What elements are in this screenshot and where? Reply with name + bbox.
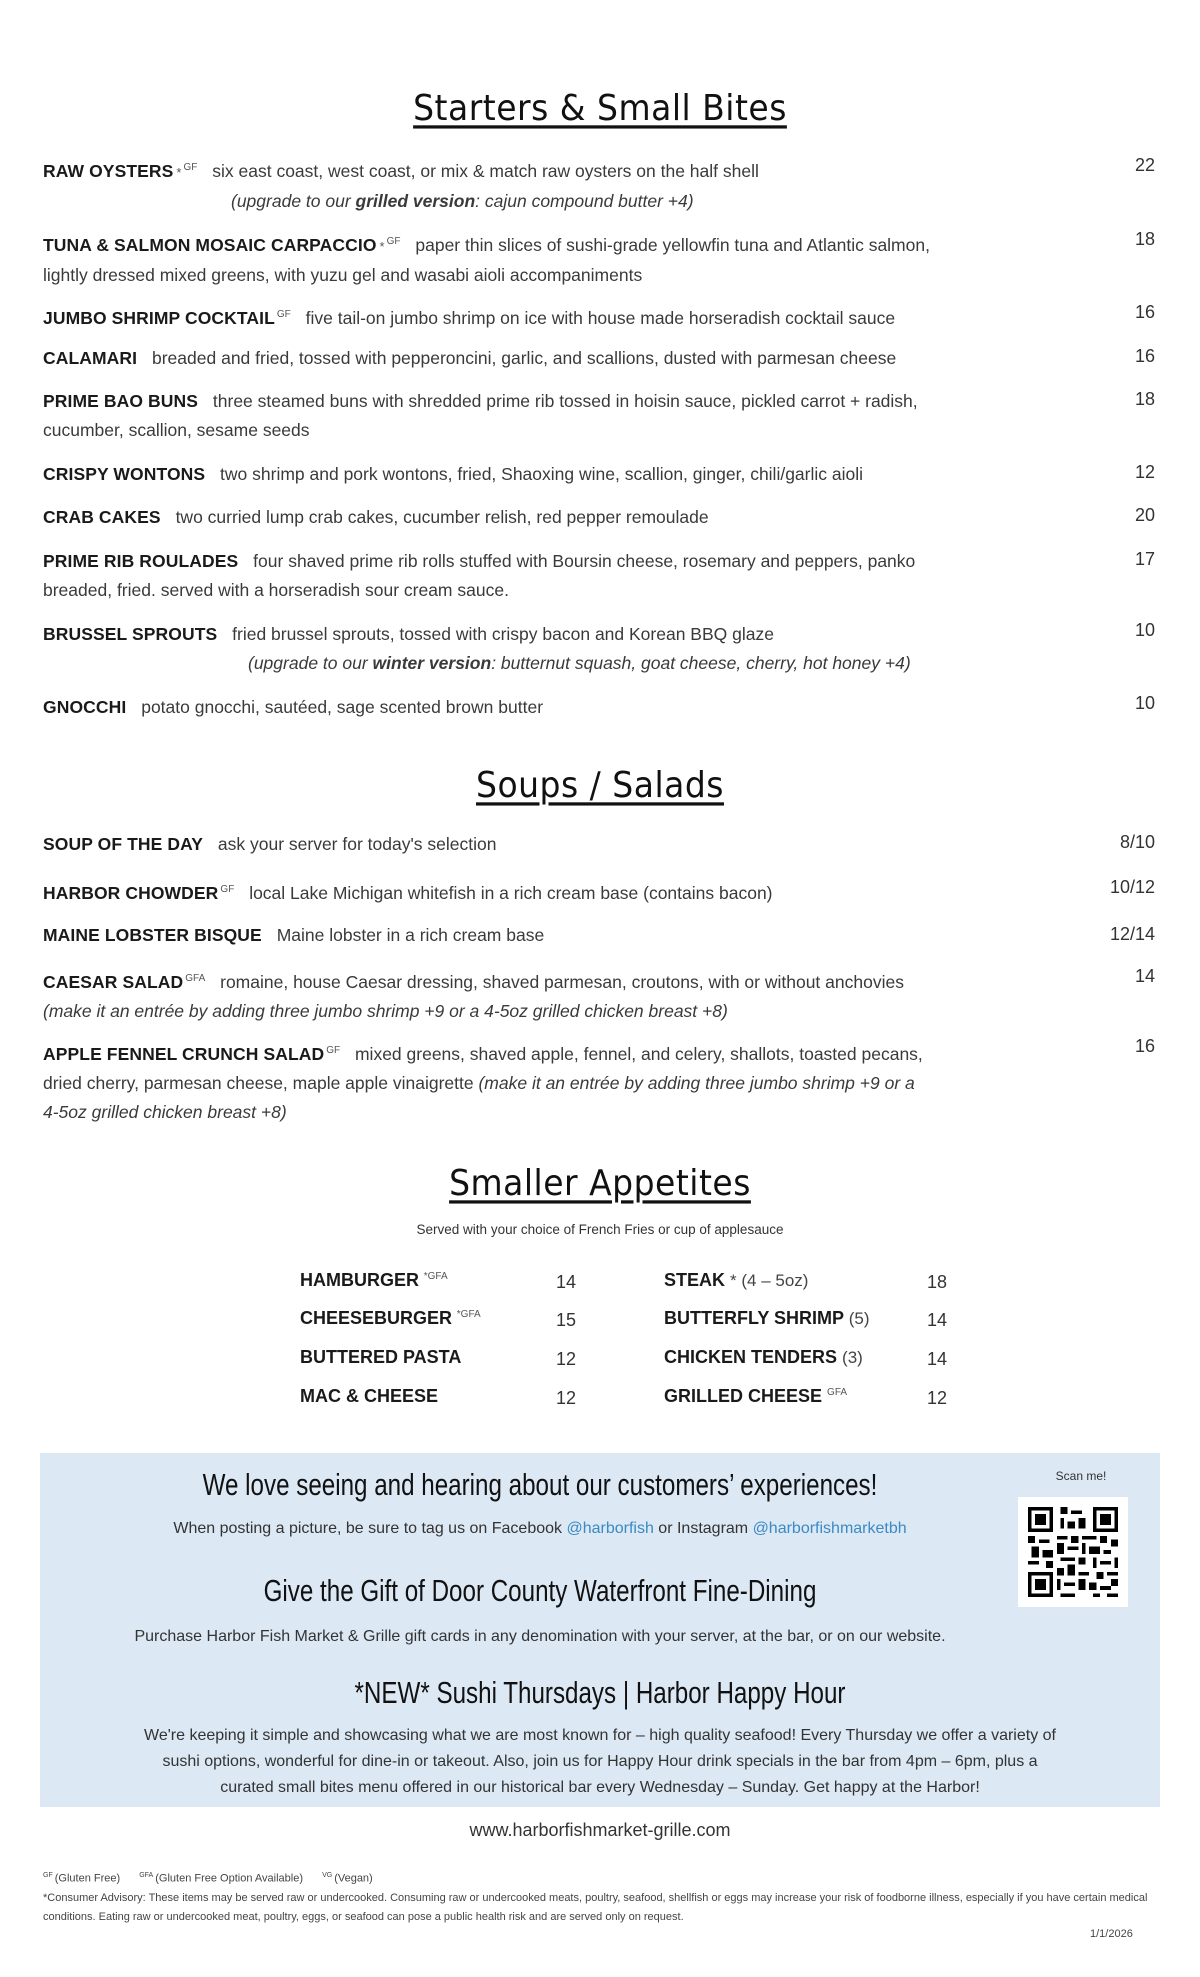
menu-item-harbor-chowder: HARBOR CHOWDER $^{GF}$ local Lake Michigan whitefish in a rich cream base (contains bacon) — [43, 882, 773, 903]
price: 16 — [1134, 302, 1155, 322]
kids-subtitle: Served with your choice of French Fries or cup of applesauce — [416, 1222, 784, 1237]
price: 10 — [1134, 693, 1155, 713]
price: 12 — [1134, 462, 1155, 482]
kids-item: MAC & CHEESE — [300, 1386, 439, 1406]
kids-item: CHICKEN TENDERS (3) — [664, 1347, 863, 1367]
price: 10/12 — [1109, 877, 1155, 897]
menu-item-shrimp-cocktail: JUMBO SHRIMP COCKTAIL $^{GF}$ five tail-on jumbo shrimp on ice with house made horseradish cocktail sauce — [43, 307, 896, 328]
menu-item-crispy-wontons: CRISPY WONTONS two shrimp and pork wontons, fried, Shaoxing wine, scallion, ginger, chili/garlic aioli — [43, 464, 864, 484]
consumer-advisory: *Consumer Advisory: These items may be served raw or undercooked. Consuming raw or undercooked meats, poultry, seafood, shellfish or eggs may increase your risk of foodborne illness, especially if you have certain medical conditions. Eating raw or undercooked meat, poultry, eggs, or seafood can pose a public health risk and are served only on request. — [43, 1892, 1148, 1923]
menu-item-caesar-salad: CAESAR SALAD $^{GFA}$ romaine, house Caesar dressing, shaved parmesan, croutons, with or without anchovies (make it an entrée by adding three jumbo shrimp +9 or a 4-5oz grilled chicken breast +8) — [43, 971, 904, 1021]
menu-item-raw-oysters: RAW OYSTERS * $^{GF}$ six east coast, west coast, or mix & match raw oysters on the half shell (upgrade to our grilled version: cajun compound butter +4) — [43, 160, 759, 211]
price: 8/10 — [1119, 832, 1155, 852]
sushi-text: We're keeping it simple and showcasing what we are most known for – high quality seafood! Every Thursday we offer a variety of sushi options, wonderful for dine-in or takeout. Also, join us for Happy Hour drink specials in the bar from 4pm – 6pm, plus a curated small bites menu offered in our historical bar every Wednesday – Sunday. Get happy at the Harbor! — [144, 1727, 1056, 1796]
price: 14 — [927, 1349, 948, 1369]
menu-item-carpaccio: TUNA & SALMON MOSAIC CARPACCIO * $^{GF}$ paper thin slices of sushi-grade yellowfin tuna and Atlantic salmon, lightly dressed mixed greens, with yuzu gel and wasabi aioli accompaniments — [43, 234, 930, 285]
kids-item: GRILLED CHEESE $^{GFA}$ — [664, 1386, 848, 1406]
kids-item: BUTTERFLY SHRIMP (5) — [664, 1308, 870, 1328]
price: 18 — [927, 1272, 948, 1292]
menu-item-calamari: CALAMARI breaded and fried, tossed with pepperoncini, garlic, and scallions, dusted with parmesan cheese — [43, 348, 897, 368]
price: 14 — [1134, 966, 1155, 986]
menu-item-soup-of-the-day: SOUP OF THE DAY ask your server for today's selection — [43, 834, 497, 854]
menu-item-gnocchi: GNOCCHI potato gnocchi, sautéed, sage scented brown butter — [43, 697, 544, 717]
kids-item: BUTTERED PASTA — [300, 1347, 462, 1367]
price: 16 — [1134, 346, 1155, 366]
facebook-link[interactable]: @harborfish — [566, 1520, 654, 1537]
price: 14 — [556, 1272, 577, 1292]
dietary-legend: $^{GF}$ (Gluten Free) $^{GFA}$ (Gluten Free Option Available) $^{VG}$ (Vegan) — [43, 1872, 373, 1885]
price: 18 — [1134, 229, 1155, 249]
menu-date: 1/1/2026 — [1090, 1928, 1133, 1940]
qr-code-icon[interactable] — [1018, 1497, 1128, 1607]
menu-item-crab-cakes: CRAB CAKES two curried lump crab cakes, cucumber relish, red pepper remoulade — [43, 507, 709, 527]
scan-label: Scan me! — [1055, 1469, 1107, 1483]
price: 12/14 — [1109, 924, 1155, 944]
kids-item: HAMBURGER $^{*GFA}$ — [300, 1270, 448, 1290]
menu-item-bao-buns: PRIME BAO BUNS three steamed buns with shredded prime rib tossed in hoisin sauce, pickled carrot + radish, cucumber, scallion, sesame seeds — [43, 391, 918, 440]
instagram-link[interactable]: @harborfishmarketbh — [752, 1520, 907, 1537]
price: 12 — [556, 1349, 577, 1369]
price: 12 — [556, 1388, 577, 1408]
soups-heading: Soups / Salads — [476, 763, 724, 806]
price: 16 — [1134, 1036, 1155, 1056]
price: 10 — [1134, 620, 1155, 640]
kids-item: CHEESEBURGER $^{*GFA}$ — [300, 1308, 481, 1328]
price: 12 — [927, 1388, 948, 1408]
starters-heading: Starters & Small Bites — [413, 86, 787, 129]
menu-item-prime-rib-roulades: PRIME RIB ROULADES four shaved prime rib rolls stuffed with Boursin cheese, rosemary and peppers, panko breaded, fried. served with a horseradish sour cream sauce. — [43, 551, 916, 600]
gift-text: Purchase Harbor Fish Market & Grille gift cards in any denomination with your server, at the bar, or on our website. — [134, 1628, 946, 1645]
social-heading: We love seeing and hearing about our customers’ experiences! — [202, 1467, 878, 1502]
social-text: When posting a picture, be sure to tag us on Facebook @harborfish or Instagram @harborfishmarketbh — [173, 1520, 907, 1537]
menu-item-lobster-bisque: MAINE LOBSTER BISQUE Maine lobster in a rich cream base — [43, 925, 545, 945]
price: 17 — [1134, 549, 1155, 569]
sushi-heading: *NEW* Sushi Thursdays | Harbor Happy Hour — [354, 1675, 846, 1710]
menu-item-apple-fennel-salad: APPLE FENNEL CRUNCH SALAD $^{GF}$ mixed greens, shaved apple, fennel, and celery, shallots, toasted pecans, dried cherry, parmesan cheese, maple apple vinaigrette (make it an entrée by adding three jumbo shrimp +9 or a 4-5oz grilled chicken breast +8) — [43, 1043, 923, 1122]
price: 22 — [1134, 155, 1155, 175]
kids-heading: Smaller Appetites — [449, 1161, 751, 1204]
price: 18 — [1134, 389, 1155, 409]
price: 14 — [927, 1310, 948, 1330]
info-box — [40, 1453, 1160, 1807]
price: 20 — [1134, 505, 1155, 525]
website-link[interactable]: www.harborfishmarket-grille.com — [469, 1820, 731, 1840]
price: 15 — [556, 1310, 577, 1330]
gift-heading: Give the Gift of Door County Waterfront Fine-Dining — [263, 1573, 817, 1608]
menu-item-brussel-sprouts: BRUSSEL SPROUTS fried brussel sprouts, tossed with crispy bacon and Korean BBQ glaze (upgrade to our winter version: butternut squash, goat cheese, cherry, hot honey +4) — [43, 624, 911, 673]
kids-item: STEAK * (4 – 5oz) — [664, 1270, 809, 1290]
